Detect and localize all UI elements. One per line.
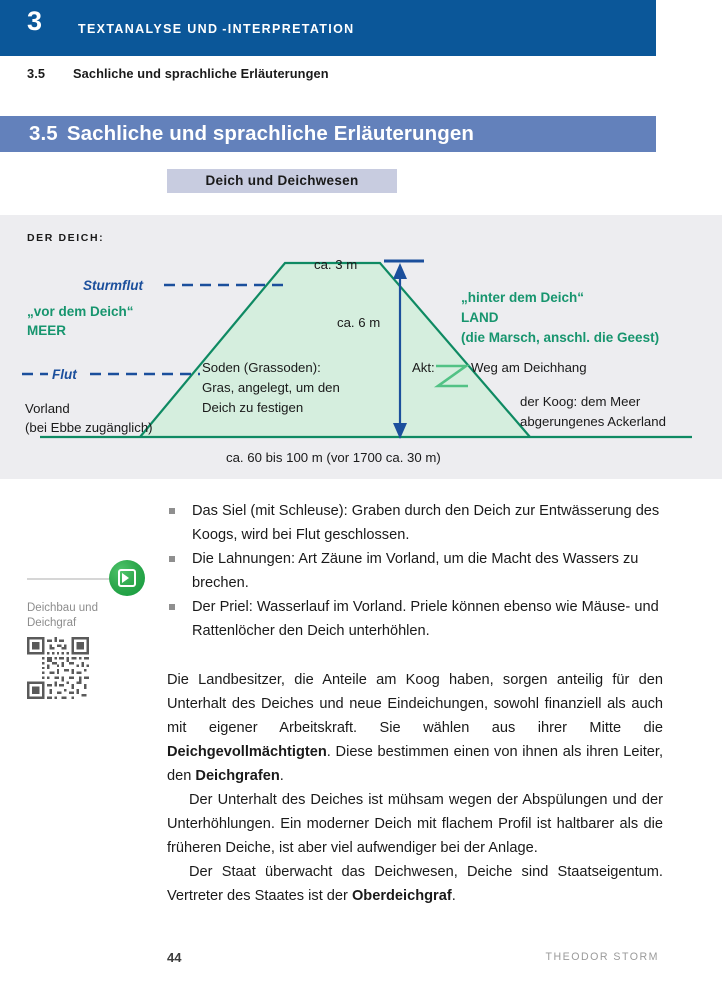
qr-code[interactable] xyxy=(27,637,89,699)
annot-soden-1: Soden (Grassoden): xyxy=(202,360,321,375)
media-caption-line2: Deichgraf xyxy=(27,617,77,629)
page-number: 44 xyxy=(167,950,182,965)
p1-part-a: Die Landbesitzer, die Anteile am Koog haben, sorgen anteilig für den Unterhalt des Deiches und neue Eindeichungen, sowohl finanziell als auch mit eigener Arbeitskraft. Sie wählen aus ihrer Mitte die xyxy=(167,672,663,736)
annot-height: ca. 6 m xyxy=(337,315,381,330)
bullet-square-icon xyxy=(169,508,175,514)
bullet-square-icon xyxy=(169,556,175,562)
annot-flut: Flut xyxy=(52,367,77,382)
body-text xyxy=(167,668,663,908)
list-item-text: Die Lahnungen: Art Zäune im Vorland, um die Macht des Wassers zu brechen. xyxy=(192,551,639,591)
p1-part-e: . xyxy=(279,768,284,784)
bullet-square-icon xyxy=(169,604,175,610)
height-arrow-head-top xyxy=(393,263,407,279)
list-item-text: Das Siel (mit Schleuse): Graben durch den Deich zur Entwässerung des Koogs, wird bei Flut geschlossen. xyxy=(192,503,660,543)
figure-panel xyxy=(0,215,722,479)
video-play-icon-triangle xyxy=(122,573,129,583)
p3-part-c: . xyxy=(451,888,456,904)
sub-heading-title: Sachliche und sprachliche Erläuterungen xyxy=(73,66,329,81)
media-caption-line1: Deichbau und xyxy=(27,602,98,614)
annot-meer: MEER xyxy=(27,323,67,338)
chapter-number: 3 xyxy=(27,6,43,36)
annot-sturmflut: Sturmflut xyxy=(83,278,143,293)
annot-weg: Weg am Deichhang xyxy=(471,360,587,375)
media-caption xyxy=(27,601,147,631)
annot-vor-dem-deich: „vor dem Deich“ xyxy=(27,304,134,319)
p1-part-c: . Diese bestimmen einen von ihnen als ihren Leiter, den xyxy=(167,744,663,784)
footer-source: THEODOR STORM xyxy=(545,951,659,963)
section-title xyxy=(29,122,474,146)
annot-koog-1: der Koog: dem Meer xyxy=(520,394,641,409)
annot-vorland-1: Vorland xyxy=(25,401,70,416)
term-deichgrafen: Deichgrafen xyxy=(195,768,280,784)
paragraph-3 xyxy=(167,860,663,908)
topic-box-label: Deich und Deichwesen xyxy=(205,173,359,188)
running-head-bar xyxy=(0,0,656,56)
list-item xyxy=(167,548,663,595)
section-number: 3.5 xyxy=(29,122,58,145)
annot-land: LAND xyxy=(461,310,499,325)
section-title-bar xyxy=(0,116,656,152)
term-deichgevollmaechtigten: Deichgevollmächtigten xyxy=(167,744,327,760)
list-item xyxy=(167,500,663,547)
annot-akt: Akt: xyxy=(412,360,435,375)
annot-marsch: (die Marsch, anschl. die Geest) xyxy=(461,330,660,345)
annot-koog-2: abgerungenes Ackerland xyxy=(520,414,666,429)
paragraph-2: Der Unterhalt des Deiches ist mühsam wegen der Abspülungen und der Unterhöhlungen. Ein moderner Deich mit flachem Profil ist haltbarer als die früheren Deiche, ist aber viel aufwendiger bei der Anlage. xyxy=(167,792,663,856)
chapter-title: TEXTANALYSE UND -INTERPRETATION xyxy=(78,22,355,36)
annot-crest-width: ca. 3 m xyxy=(314,257,358,272)
video-play-icon[interactable] xyxy=(109,560,145,596)
dike-diagram xyxy=(0,215,722,479)
term-oberdeichgraf: Oberdeichgraf xyxy=(351,888,452,904)
annot-soden-2: Gras, angelegt, um den xyxy=(202,380,340,395)
annot-base-width: ca. 60 bis 100 m (vor 1700 ca. 30 m) xyxy=(226,450,441,465)
topic-box xyxy=(167,169,397,193)
annot-soden-3: Deich zu festigen xyxy=(202,400,304,415)
sub-heading xyxy=(27,66,329,81)
media-rule xyxy=(27,578,111,580)
paragraph-1 xyxy=(167,668,663,788)
bullet-list xyxy=(167,500,663,644)
list-item xyxy=(167,596,663,643)
list-item-text: Der Priel: Wasserlauf im Vorland. Priele können ebenso wie Mäuse- und Rattenlöcher den Deich unterhöhlen. xyxy=(192,599,659,639)
annot-hinter-dem-deich: „hinter dem Deich“ xyxy=(461,290,585,305)
sub-heading-number: 3.5 xyxy=(27,66,46,81)
p3-part-a: Der Staat überwacht das Deichwesen, Deiche sind Staatseigentum. Vertreter des Staates ist der xyxy=(167,864,663,904)
figure-label: DER DEICH: xyxy=(27,232,105,244)
section-title-text: Sachliche und sprachliche Erläuterungen xyxy=(66,122,474,145)
annot-vorland-2: (bei Ebbe zugänglich) xyxy=(25,420,153,435)
